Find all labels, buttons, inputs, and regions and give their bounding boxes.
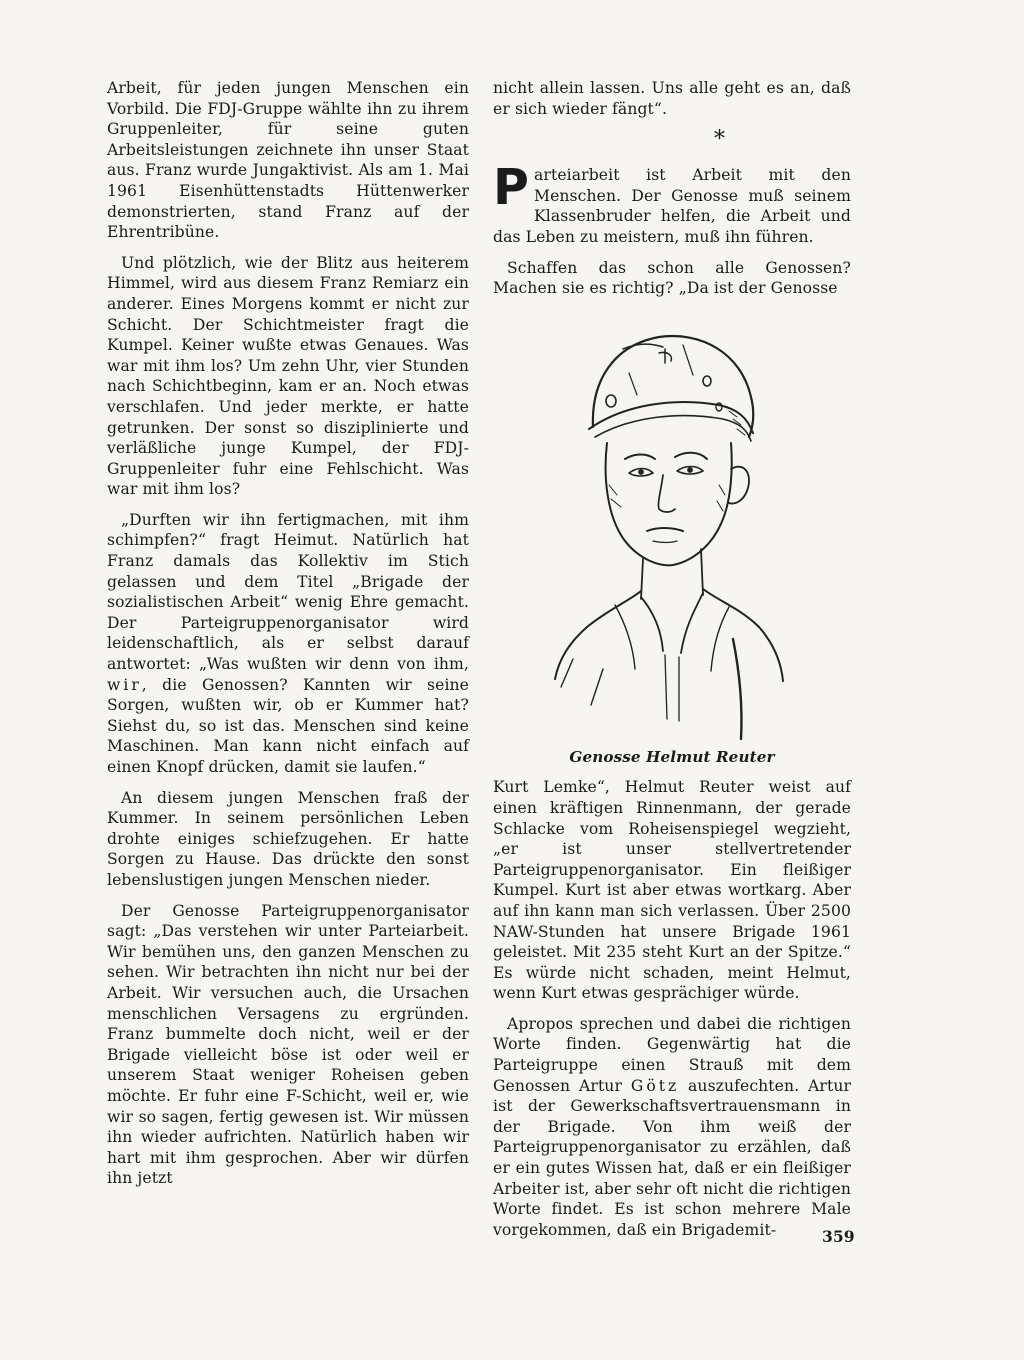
- paragraph: Arbeit, für jeden jungen Menschen ein Vorbild. Die FDJ-Gruppe wählte ihn zu ihrem Gruppenleiter, für seine guten Arbeitsleistungen zeichnete ihn unser Staat aus. Franz wurde Jungaktivist. Als am 1. Mai 1961 Eisenhüttenstadts Hüttenwerker demonstrierten, stand Franz auf der Ehrentribüne.: [107, 79, 469, 242]
- drop-cap: P: [493, 159, 530, 217]
- paragraph: [493, 159, 851, 247]
- emphasized-name: Götz: [630, 1076, 680, 1095]
- paragraph: [493, 1014, 851, 1241]
- paragraph-text: auszufechten. Artur ist der Gewerkschaftsvertrauensmann in der Brigade. Von ihm weiß der Parteigruppenorganisator zu erzählen, daß er ein gutes Wissen hat, daß er ein fleißiger Arbeiter ist, aber sehr oft nicht die richtigen Worte findet. Es ist schon mehrere Male vorgekommen, daß ein Brigademit-: [493, 1076, 852, 1239]
- paragraph: nicht allein lassen. Uns alle geht es an, daß er sich wieder fängt“.: [493, 79, 851, 118]
- paragraph: Schaffen das schon alle Genossen? Machen sie es richtig? „Da ist der Genosse: [493, 258, 851, 298]
- paragraph: Kurt Lemke“, Helmut Reuter weist auf einen kräftigen Rinnenmann, der gerade Schlacke vom Roheisenspiegel wegzieht, „er ist unser stellvertretender Parteigruppenorganisator. Ein fleißiger Kumpel. Kurt ist aber etwas wortkarg. Aber auf ihn kann man sich verlassen. Über 2500 NAW-Stunden hat unsere Brigade 1961 geleistet. Mit 235 steht Kurt an der Spitze.“ Es würde nicht schaden, meint Helmut, wenn Kurt etwas gesprächiger würde.: [493, 778, 851, 1003]
- portrait-sketch: [533, 309, 793, 745]
- paragraph-text: „Durften wir ihn fertigmachen, mit ihm schimpfen?“ fragt Heimut. Natürlich hat Franz damals das Kollektiv im Stich gelassen und dem Titel „Brigade der sozialistischen Arbeit“ wenig Ehre gemacht. Der Parteigruppenorganisator wird leidenschaftlich, als er selbst darauf antwortet: „Was wußten wir denn von ihm,: [107, 510, 469, 674]
- paragraph-text: arteiarbeit ist Arbeit mit den Menschen. Der Genosse muß seinem Klassenbruder helfen, die Arbeit und das Leben zu meistern, muß ihn führen.: [493, 166, 851, 246]
- page-number: 359: [822, 1227, 855, 1246]
- paragraph-text: , die Genossen? Kannten wir seine Sorgen, wußten wir, ob er Kummer hat? Siehst du, so ist das. Menschen sind keine Maschinen. Man kann nicht einfach auf einen Knopf drücken, damit sie laufen.“: [107, 675, 469, 776]
- paragraph: [107, 510, 469, 778]
- portrait-illustration: [493, 309, 851, 747]
- paragraph: Und plötzlich, wie der Blitz aus heiterem Himmel, wird aus diesem Franz Remiarz ein anderer. Eines Morgens kommt er nicht zur Schicht. Der Schichtmeister fragt die Kumpel. Keiner wußte etwas Genaues. Was war mit ihm los? Um zehn Uhr, vier Stunden nach Schichtbeginn, kam er an. Noch etwas verschlafen. Und jeder merkte, er hatte getrunken. Der sonst so disziplinierte und verläßliche junge Kumpel, der FDJ-Gruppenleiter fuhr eine Fehlschicht. Was war mit ihm los?: [107, 253, 469, 499]
- right-text-column: [493, 78, 851, 1250]
- paragraph: An diesem jungen Menschen fraß der Kummer. In seinem persönlichen Leben drohte einiges schiefzugehen. Er hatte Sorgen zu Hause. Das drückte den sonst lebenslustigen jungen Menschen nieder.: [107, 788, 469, 889]
- portrait-caption: Genosse Helmut Reuter: [569, 747, 775, 766]
- emphasized-word: wir: [107, 675, 142, 694]
- left-text-column: [107, 78, 469, 1199]
- paragraph-text: Apropos sprechen und dabei die richtigen Worte finden. Gegenwärtig hat die Parteigruppe einen Strauß mit dem Genossen Artur: [493, 1014, 851, 1095]
- paragraph: Der Genosse Parteigruppenorganisator sagt: „Das verstehen wir unter Parteiarbeit. Wir bemühen uns, den ganzen Menschen zu sehen. Wir betrachten ihn nicht nur bei der Arbeit. Wir versuchen auch, die Ursachen menschlichen Versagens zu ergründen. Franz bummelte doch nicht, weil er der Brigade vielleicht böse ist oder weil er unserem Staat weniger Roheisen geben möchte. Er fuhr eine F-Schicht, weil er, wie wir so sagen, fertig gewesen ist. Wir müssen ihn wieder aufrichten. Natürlich haben wir hart mit ihm gesprochen. Aber wir dürfen ihn jetzt: [107, 901, 469, 1188]
- section-separator: *: [713, 127, 726, 153]
